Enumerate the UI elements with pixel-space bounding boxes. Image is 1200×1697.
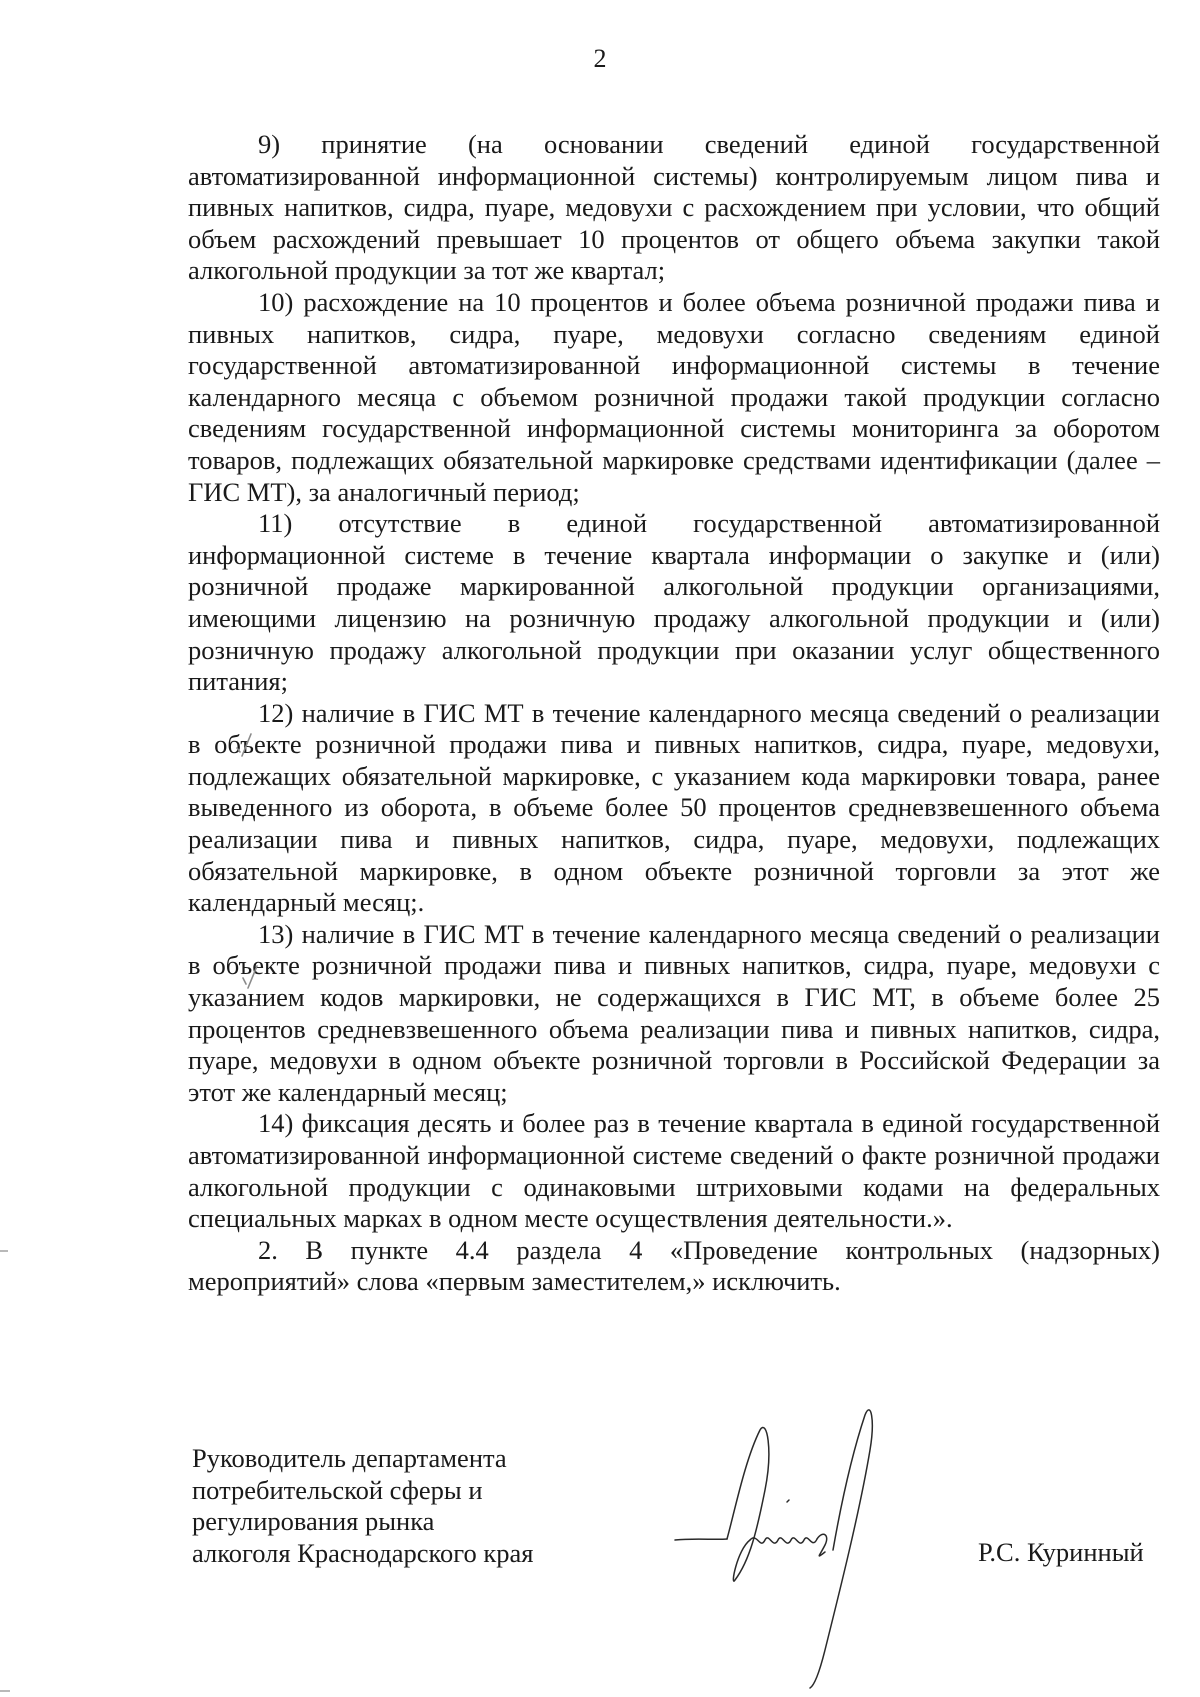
scan-artifact <box>0 1690 10 1692</box>
check-mark-icon <box>234 732 254 758</box>
signer-name: Р.С. Куринный <box>978 1537 1144 1567</box>
item-10-paragraph: 10) расхождение на 10 процентов и более объема розничной продажи пива и пивных напитков, сидра, пуаре, медовухи согласно сведениям единой государственной автоматизированной информационной системы в течение календарного месяца с объемом розничной продажи такой продукции согласно сведениям государственной информационной системы мониторинга за оборотом товаров, подлежащих обязательной маркировке средствами идентификации (далее – ГИС МТ), за аналогичный период; <box>188 286 1160 507</box>
position-line: потребительской сферы и <box>192 1474 483 1505</box>
check-mark-icon <box>240 964 260 990</box>
item-9-paragraph: 9) принятие (на основании сведений единой государственной автоматизированной информационной системы) контролируемым лицом пива и пивных напитков, сидра, пуаре, медовухи с расхождением при условии, что общий объем расхождений превышает 10 процентов от общего объема закупки такой алкогольной продукции за тот же квартал; <box>188 129 1160 286</box>
item-12-paragraph: 12) наличие в ГИС МТ в течение календарного месяца сведений о реализации в объекте розничной продажи пива и пивных напитков, сидра, пуаре, медовухи, подлежащих обязательной маркировке, с указанием кода маркировки товара, ранее выведенного из оборота, в объеме более 50 процентов средневзвешенного объема реализации пива и пивных напитков, сидра, пуаре, медовухи, подлежащих обязательной маркировке, в одном объекте розничной торговли за этот же календарный месяц;. <box>188 697 1160 918</box>
document-body <box>188 129 1160 1298</box>
signatory-position <box>192 1443 533 1569</box>
position-line: Руководитель департамента <box>192 1443 507 1473</box>
item-11-paragraph: 11) отсутствие в единой государственной автоматизированной информационной системе в течение квартала информации о закупке и (или) розничной продаже маркированной алкогольной продукции организациями, имеющими лицензию на розничную продажу алкогольной продукции и (или) розничную продажу алкогольной продукции при оказании услуг общественного питания; <box>188 508 1160 697</box>
position-line: регулирования рынка <box>192 1506 435 1536</box>
item-14-paragraph: 14) фиксация десять и более раз в течение квартала в единой государственной автоматизированной информационной системе сведений о факте розничной продажи алкогольной продукции с одинаковыми штриховыми кодами на федеральных специальных марках в одном месте осуществления деятельности.». <box>188 1108 1160 1234</box>
page-number: 2 <box>593 44 607 73</box>
item-13-paragraph: 13) наличие в ГИС МТ в течение календарного месяца сведений о реализации в объекте розничной продажи пива и пивных напитков, сидра, пуаре, медовухи с указанием кодов маркировки, не содержащихся в ГИС МТ, в объеме более 25 процентов средневзвешенного объема реализации пива и пивных напитков, сидра, пуаре, медовухи в одном объекте розничной торговли в Российской Федерации за этот же календарный месяц; <box>188 918 1160 1107</box>
scan-artifact <box>0 1250 8 1252</box>
handwritten-signature <box>665 1390 945 1690</box>
point-2-paragraph: 2. В пункте 4.4 раздела 4 «Проведение контрольных (надзорных) мероприятий» слова «первым заместителем,» исключить. <box>188 1234 1160 1297</box>
position-line: алкоголя Краснодарского края <box>192 1537 534 1568</box>
